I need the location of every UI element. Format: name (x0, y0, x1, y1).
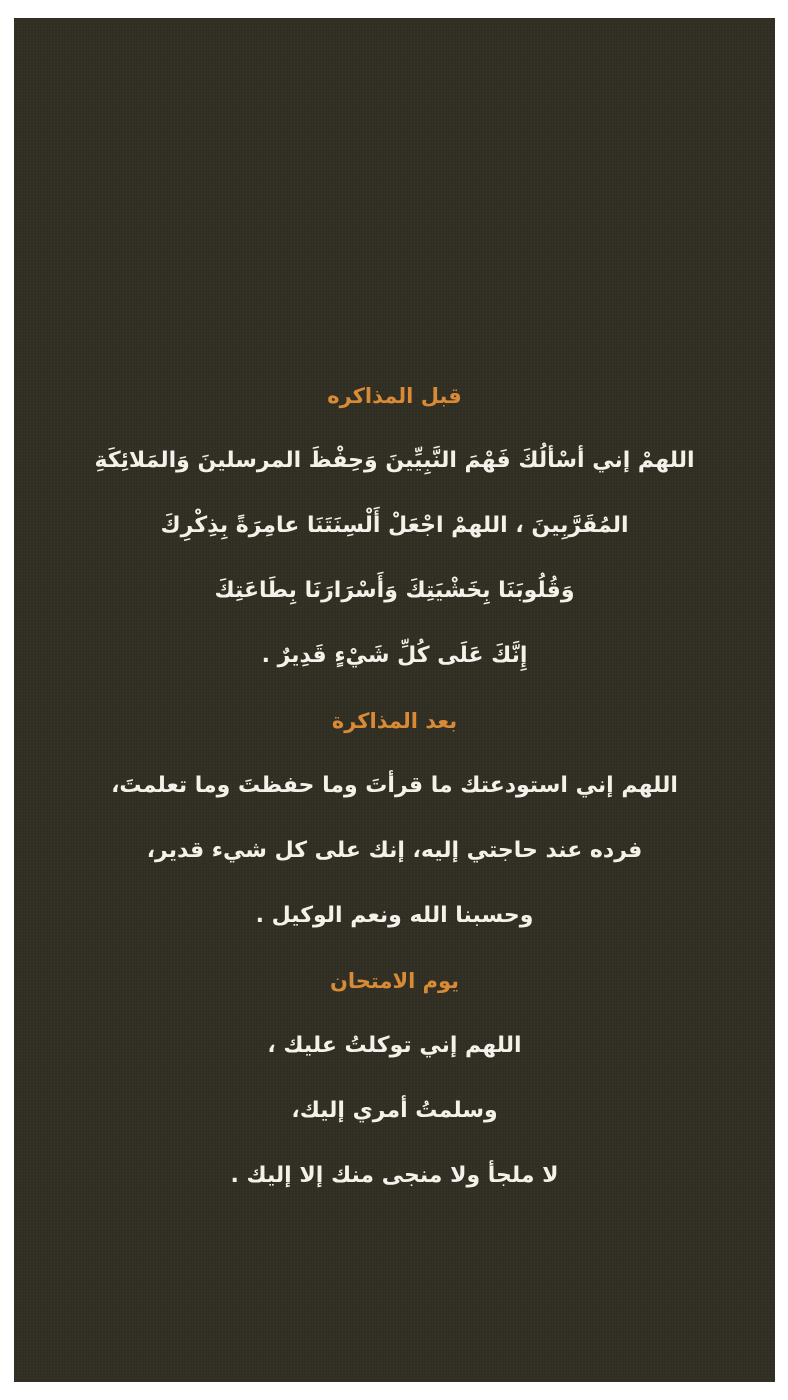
section-title-after-study: بعد المذاكرة (331, 709, 458, 733)
dua-line: فرده عند حاجتي إليه، إنك على كل شيء قدير، (146, 838, 643, 863)
dua-line: إِنَّكَ عَلَى كُلِّ شَيْءٍ قَدِيرٌ . (261, 643, 528, 668)
dua-line: وحسبنا الله ونعم الوكيل . (255, 903, 534, 928)
section-title-exam-day: يوم الامتحان (329, 969, 460, 993)
dua-line: لا ملجأ ولا منجى منك إلا إليك . (230, 1163, 559, 1188)
dua-line: وَقُلُوبَنَا بِخَشْيَتِكَ وَأَسْرَارَنَا بِطَاعَتِكَ (214, 578, 575, 603)
dua-line: المُقَرَّبِينَ ، اللهمْ اجْعَلْ أَلْسِنَتَنَا عامِرَةً بِذِكْرِكَ (160, 513, 629, 538)
section-title-before-study: قبل المذاكره (327, 384, 462, 408)
dua-content (14, 376, 775, 1221)
dua-line: اللهمْ إني أسْألُكَ فَهْمَ النَّبِيِّينَ وَحِفْظَ المرسلينَ وَالمَلائِكَةِ (94, 448, 695, 473)
dua-card (14, 18, 775, 1382)
dua-line: وسلمتُ أمري إليك، (291, 1098, 498, 1123)
dua-line: اللهم إني توكلتُ عليك ، (267, 1033, 522, 1058)
dua-line: اللهم إني استودعتك ما قرأتَ وما حفظتَ وما تعلمتَ، (111, 773, 678, 798)
